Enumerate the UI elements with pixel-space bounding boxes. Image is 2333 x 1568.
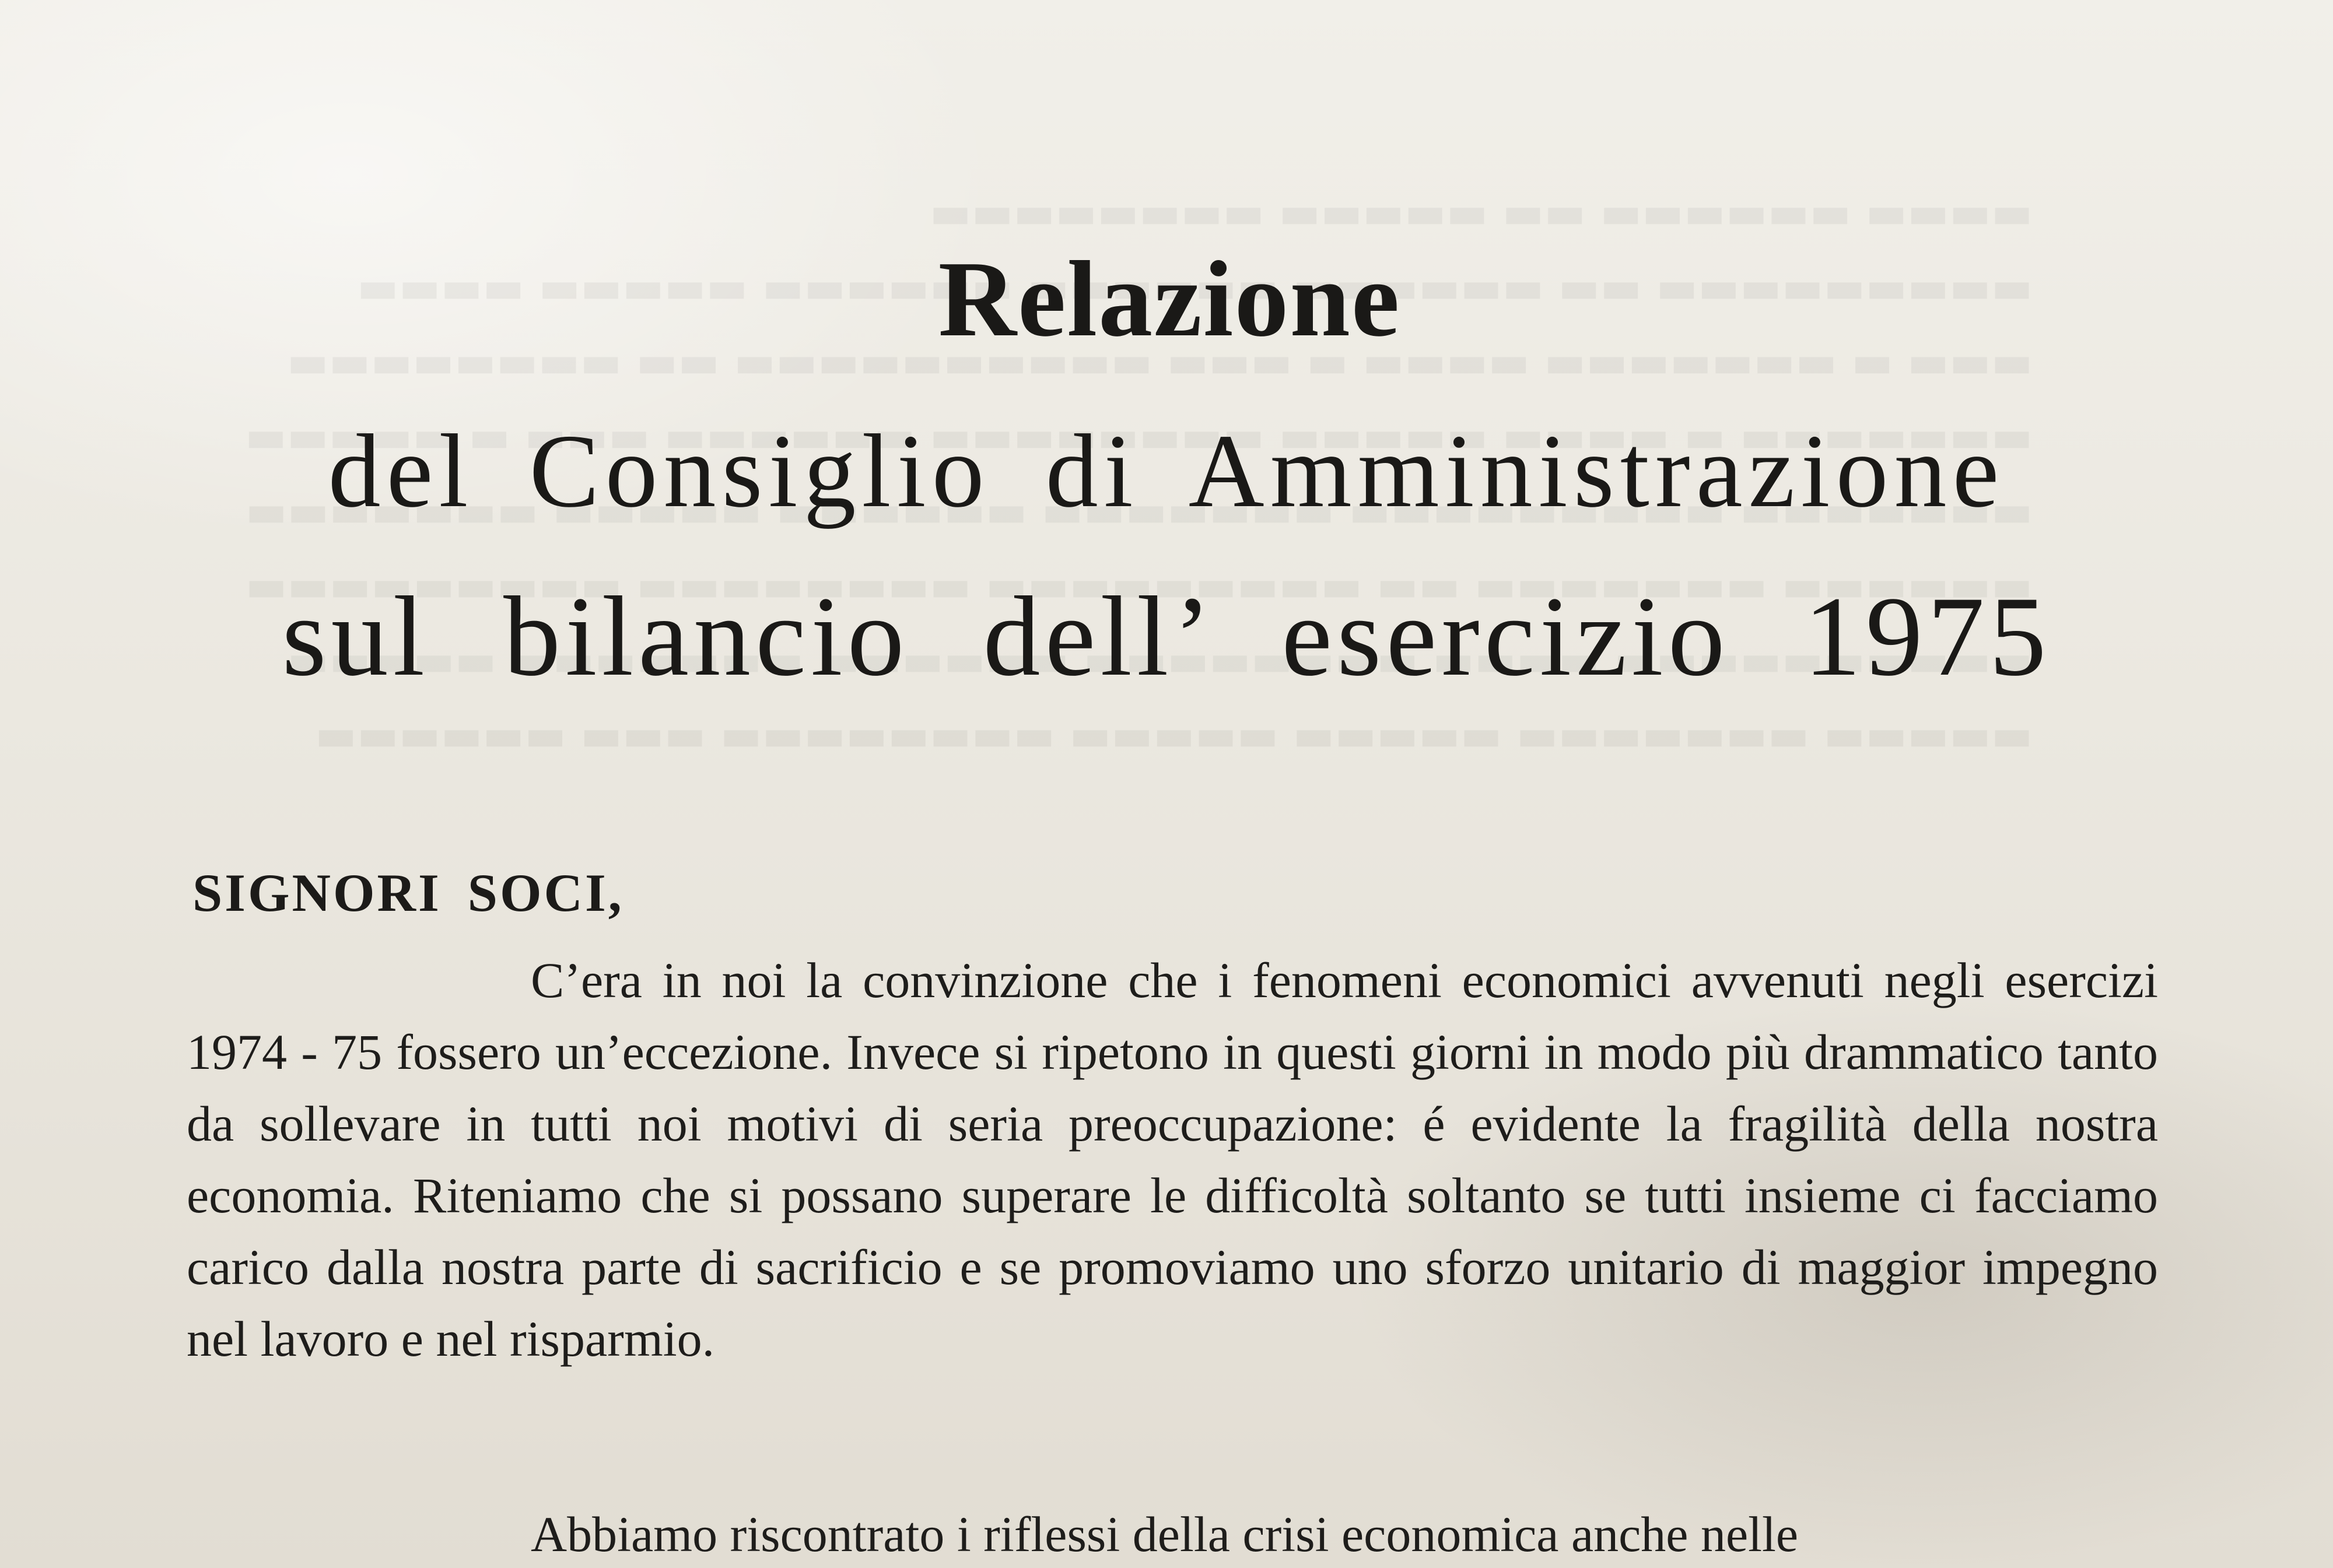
salutation: SIGNORI SOCI, [192,863,624,922]
paragraph-1: C’era in noi la convinzione che i fenomeni economici avvenuti negli esercizi 1974 - 75 fossero un’eccezione. Invece si ripetono in questi giorni in modo più drammatico tanto da sollevare in tutti noi motivi di seria preoccupazione: é evidente la fragilità della nostra economia. Riteniamo che si possano superare le difficoltà soltanto se tutti insieme ci facciamo carico dalla nostra parte di sacrificio e se promoviamo uno sforzo unitario di maggior impegno nel lavoro e nel risparmio. [187,952,2158,1367]
paragraph-2: Abbiamo riscontrato i riflessi della crisi economica anche nelle [531,1506,1799,1562]
title-line-3: sul bilancio dell’ esercizio 1975 [282,573,2051,700]
title-line-2: del Consiglio di Amministrazione [328,413,2005,529]
title-line-1: Relazione [938,239,1401,359]
document-title [0,239,2333,700]
